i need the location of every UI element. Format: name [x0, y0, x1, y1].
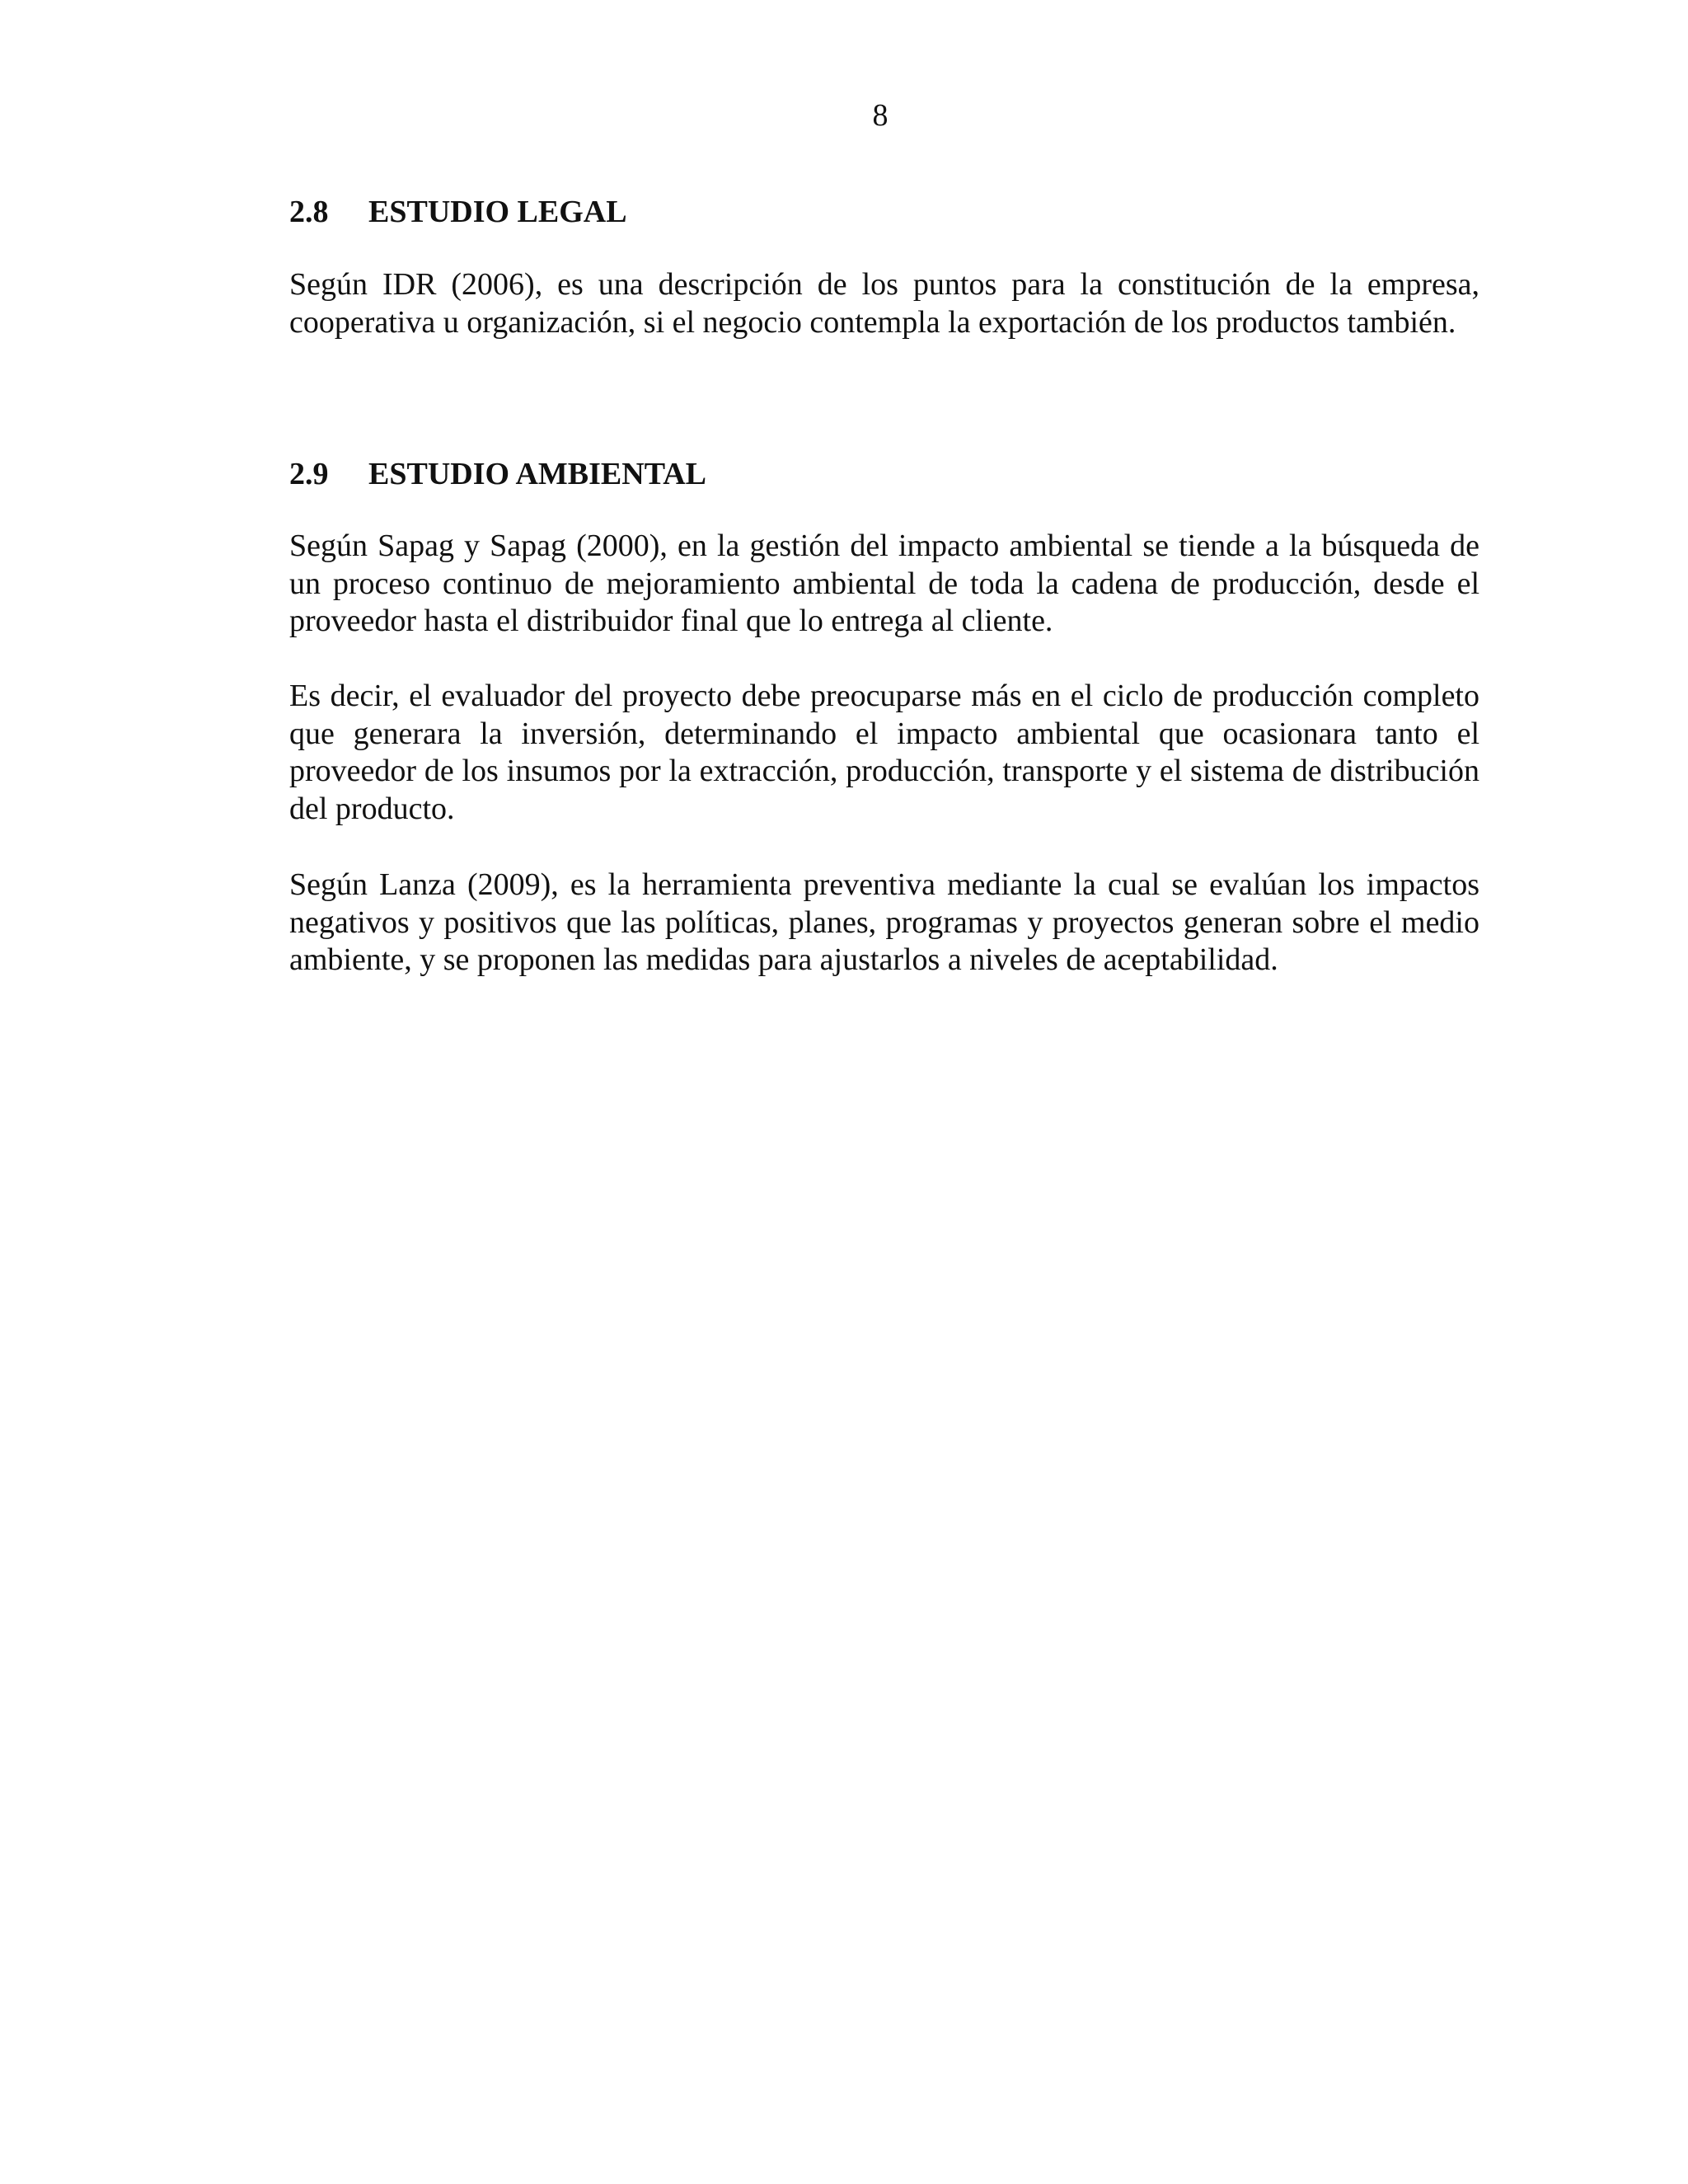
section-number: 2.9 — [289, 457, 329, 491]
section-heading-ambiental — [289, 454, 706, 494]
page-number: 8 — [872, 98, 889, 133]
section-heading-legal — [289, 192, 627, 232]
paragraph-evaluador: Es decir, el evaluador del proyecto debe preocuparse más en el ciclo de producción completo que generara la inversión, determinando el impacto ambiental que ocasionara tanto el proveedor de los insumos por la extracción, producción, transporte y el sistema de distribución del producto. — [289, 679, 1479, 826]
paragraph-lanza: Según Lanza (2009), es la herramienta preventiva mediante la cual se evalúan los impactos negativos y positivos que las políticas, planes, programas y proyectos generan sobre el medio ambiente, y se proponen las medidas para ajustarlos a niveles de aceptabilidad. — [289, 867, 1479, 977]
paragraph-legal-definition: Según IDR (2006), es una descripción de los puntos para la constitución de la empresa, cooperativa u organización, si el negocio contempla la exportación de los productos también. — [289, 267, 1479, 340]
section-title: ESTUDIO AMBIENTAL — [368, 457, 707, 491]
section-title: ESTUDIO LEGAL — [368, 195, 627, 229]
section-number: 2.8 — [289, 195, 329, 229]
paragraph-sapag: Según Sapag y Sapag (2000), en la gestión del impacto ambiental se tiende a la búsqueda de un proceso continuo de mejoramiento ambiental de toda la cadena de producción, desde el proveedor hasta el distribuidor final que lo entrega al cliente. — [289, 528, 1479, 638]
